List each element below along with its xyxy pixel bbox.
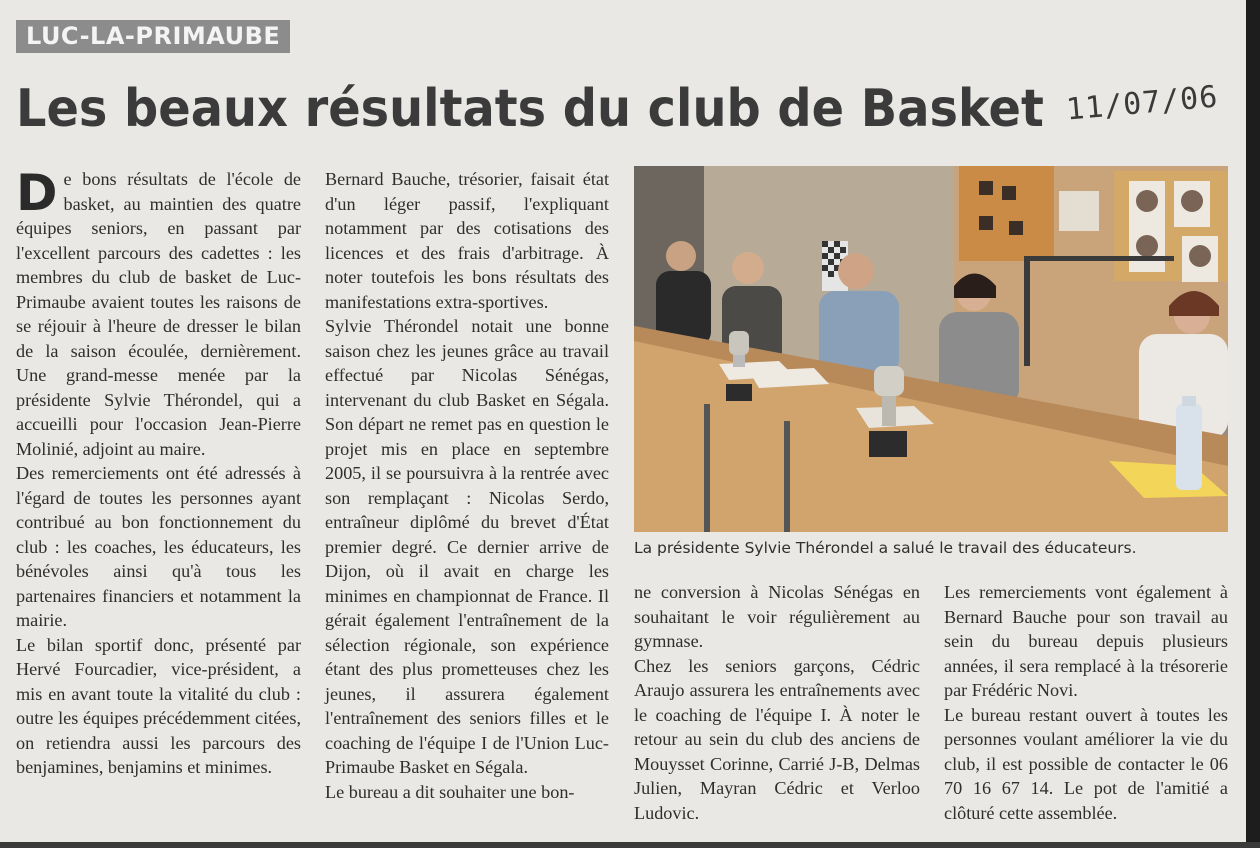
article-headline: Les beaux résultats du club de Basket	[16, 79, 1044, 139]
scan-edge-bottom	[0, 842, 1260, 848]
paragraph: ne conversion à Nicolas Sénégas en souhaitant le voir régulièrement au gymnase.	[634, 582, 920, 651]
scan-edge-right	[1246, 0, 1260, 848]
meeting-photo-illustration	[634, 166, 1228, 532]
paragraph: Bernard Bauche, trésorier, faisait état d'un léger passif, l'expliquant notamment par des cotisations des licences et des frais d'arbitrage. À noter toutefois les bons résultats des manifestations extra-sportives.	[325, 169, 609, 312]
article-column-4	[944, 580, 1228, 825]
photo-caption: La présidente Sylvie Thérondel a salué le travail des éducateurs.	[634, 539, 1137, 557]
drop-cap: D	[16, 164, 58, 222]
paragraph	[16, 164, 301, 461]
article-column-1	[16, 164, 301, 780]
article-column-3	[634, 580, 920, 825]
paragraph: Chez les seniors garçons, Cédric Araujo assurera les entraînements avec le coaching de l'équipe I. À noter le retour au sein du club des anciens de Mouysset Corinne, Carrié J-B, Delmas Julien, Mayran Cédric et Verloo Ludovic.	[634, 655, 920, 823]
article-column-2	[325, 167, 609, 804]
paragraph: Sylvie Thérondel notait une bonne saison chez les jeunes grâce au travail effectué par Nicolas Sénégas, intervenant du club Basket en Ségala. Son départ ne remet pas en question le projet mis en place en septembre 2005, il se poursuivra à la rentrée avec son remplaçant : Nicolas Serdo, entraîneur diplômé du brevet d'État premier degré. Ce dernier arrive de Dijon, où il avait en charge les minimes en championnat de France. Il gérait également l'entraînement de la sélection régionale, son expérience étant des plus prometteuses chez les jeunes, il assurera également l'entraînement des seniors filles et le coaching de l'équipe I de l'Union Luc-Primaube Basket en Ségala.	[325, 316, 609, 777]
paragraph: Le bureau a dit souhaiter une bon-	[325, 781, 575, 802]
paragraph: Le bilan sportif donc, présenté par Hervé Fourcadier, vice-président, a mis en avant toute la vitalité du club : outre les équipes précédemment citées, on retiendra aussi les parcours des benjamines, benjamins et minimes.	[16, 634, 301, 777]
paragraph: Des remerciements ont été adressés à l'égard de toutes les personnes ayant contribué au bon fonctionnement du club : les coaches, les éducateurs, les bénévoles ainsi qu'à tous les partenaires financiers et notamment la mairie.	[16, 463, 301, 630]
handwritten-date: 11/07/06	[1064, 79, 1220, 128]
section-rubric: LUC-LA-PRIMAUBE	[16, 20, 290, 53]
paragraph: Le bureau restant ouvert à toutes les personnes voulant améliorer la vie du club, il est possible de contacter le 06 70 16 67 14. Le pot de l'amitié a clôturé cette assemblée.	[944, 704, 1228, 823]
paragraph: Les remerciements vont également à Bernard Bauche pour son travail au sein du bureau depuis plusieurs années, il sera remplacé à la trésorerie par Frédéric Novi.	[944, 582, 1228, 700]
article-photo	[634, 166, 1228, 532]
paragraph-text: e bons résultats de l'école de basket, au maintien des quatre équipes seniors, en passant par l'excellent parcours des cadettes : les membres du club de basket de Luc-Primaube avaient toutes les raisons de se réjouir à l'heure de dresser le bilan de la saison écoulée, dernièrement. Une grand-messe menée par la présidente Sylvie Thérondel, qui a accueilli pour l'occasion Jean-Pierre Molinié, adjoint au maire.	[16, 169, 301, 459]
